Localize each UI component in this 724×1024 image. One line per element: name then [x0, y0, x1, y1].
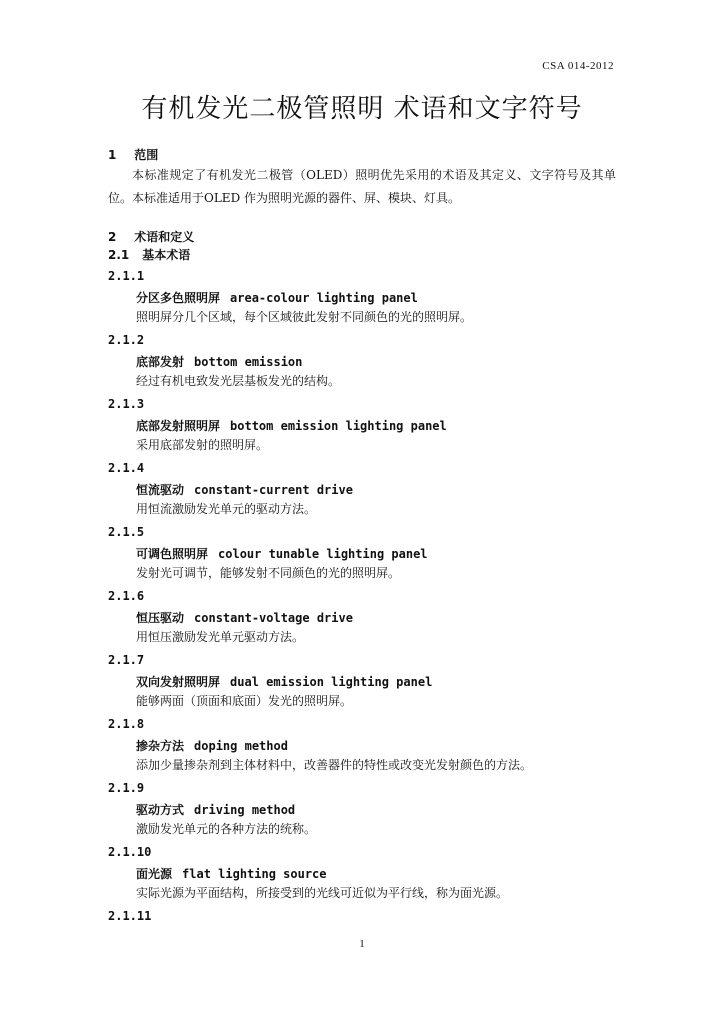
term-definition: 实际光源为平面结构，所接受到的光线可近似为平行线，称为面光源。 — [136, 886, 509, 900]
section-2-1-heading — [108, 246, 616, 264]
page-number: 1 — [359, 938, 365, 950]
term-heading — [136, 546, 616, 563]
section-number: 1 — [108, 148, 117, 162]
term-number: 2.1.5 — [108, 525, 145, 539]
term-heading — [136, 354, 616, 371]
term-number: 2.1.11 — [108, 909, 152, 923]
term-chinese: 恒流驱动 — [136, 483, 185, 497]
term-heading — [136, 418, 616, 435]
section-title: 基本术语 — [142, 248, 191, 262]
section-1-body: 本标准规定了有机发光二极管（OLED）照明优先采用的术语及其定义、文字符号及其单位。本标准适用于OLED 作为照明光源的器件、屏、模块、灯具。 — [108, 168, 616, 205]
term-definition: 用恒流激励发光单元的驱动方法。 — [136, 502, 317, 516]
term-english: constant-current drive — [194, 483, 353, 497]
term-english: colour tunable lighting panel — [218, 547, 428, 561]
term-chinese: 驱动方式 — [136, 803, 185, 817]
term-heading — [136, 610, 616, 627]
term-number: 2.1.7 — [108, 653, 145, 667]
term-chinese: 底部发射 — [136, 355, 185, 369]
term-definition: 发射光可调节，能够发射不同颜色的光的照明屏。 — [136, 566, 401, 580]
section-number: 2.1 — [108, 248, 130, 262]
term-chinese: 双向发射照明屏 — [136, 675, 221, 689]
term-definition: 激励发光单元的各种方法的统称。 — [136, 822, 317, 836]
term-definition: 添加少量掺杂剂到主体材料中，改善器件的特性或改变光发射颜色的方法。 — [136, 758, 533, 772]
term-heading — [136, 866, 616, 883]
term-number: 2.1.6 — [108, 589, 145, 603]
document-body — [108, 146, 616, 926]
document-title: 有机发光二极管照明 术语和文字符号 — [141, 94, 583, 124]
section-number: 2 — [108, 230, 117, 244]
section-title: 术语和定义 — [134, 230, 195, 244]
term-number: 2.1.2 — [108, 333, 145, 347]
term-heading — [136, 674, 616, 691]
term-chinese: 掺杂方法 — [136, 739, 185, 753]
term-list — [108, 266, 616, 926]
section-1-heading — [108, 146, 616, 164]
term-definition: 用恒压激励发光单元驱动方法。 — [136, 630, 305, 644]
term-chinese: 可调色照明屏 — [136, 547, 209, 561]
term-heading — [136, 802, 616, 819]
term-definition: 采用底部发射的照明屏。 — [136, 438, 269, 452]
term-chinese: 分区多色照明屏 — [136, 291, 221, 305]
term-heading — [136, 290, 616, 307]
term-english: doping method — [194, 739, 288, 753]
term-english: driving method — [194, 803, 296, 817]
term-english: flat lighting source — [182, 867, 327, 881]
term-number: 2.1.3 — [108, 397, 145, 411]
spacer — [108, 210, 616, 228]
term-chinese: 面光源 — [136, 867, 173, 881]
term-definition: 照明屏分几个区域，每个区域彼此发射不同颜色的光的照明屏。 — [136, 310, 473, 324]
term-number: 2.1.10 — [108, 845, 152, 859]
term-definition: 能够两面（顶面和底面）发光的照明屏。 — [136, 694, 353, 708]
term-heading — [136, 482, 616, 499]
term-english: area-colour lighting panel — [230, 291, 418, 305]
term-english: bottom emission lighting panel — [230, 419, 447, 433]
term-chinese: 底部发射照明屏 — [136, 419, 221, 433]
term-definition: 经过有机电致发光层基板发光的结构。 — [136, 374, 341, 388]
term-english: bottom emission — [194, 355, 303, 369]
standard-code: CSA 014-2012 — [542, 60, 614, 72]
term-number: 2.1.8 — [108, 717, 145, 731]
term-english: constant-voltage drive — [194, 611, 353, 625]
term-number: 2.1.1 — [108, 269, 145, 283]
term-number: 2.1.9 — [108, 781, 145, 795]
term-chinese: 恒压驱动 — [136, 611, 185, 625]
section-2-heading — [108, 228, 616, 246]
section-title: 范围 — [134, 148, 159, 162]
term-heading — [136, 738, 616, 755]
term-number: 2.1.4 — [108, 461, 145, 475]
term-english: dual emission lighting panel — [230, 675, 433, 689]
